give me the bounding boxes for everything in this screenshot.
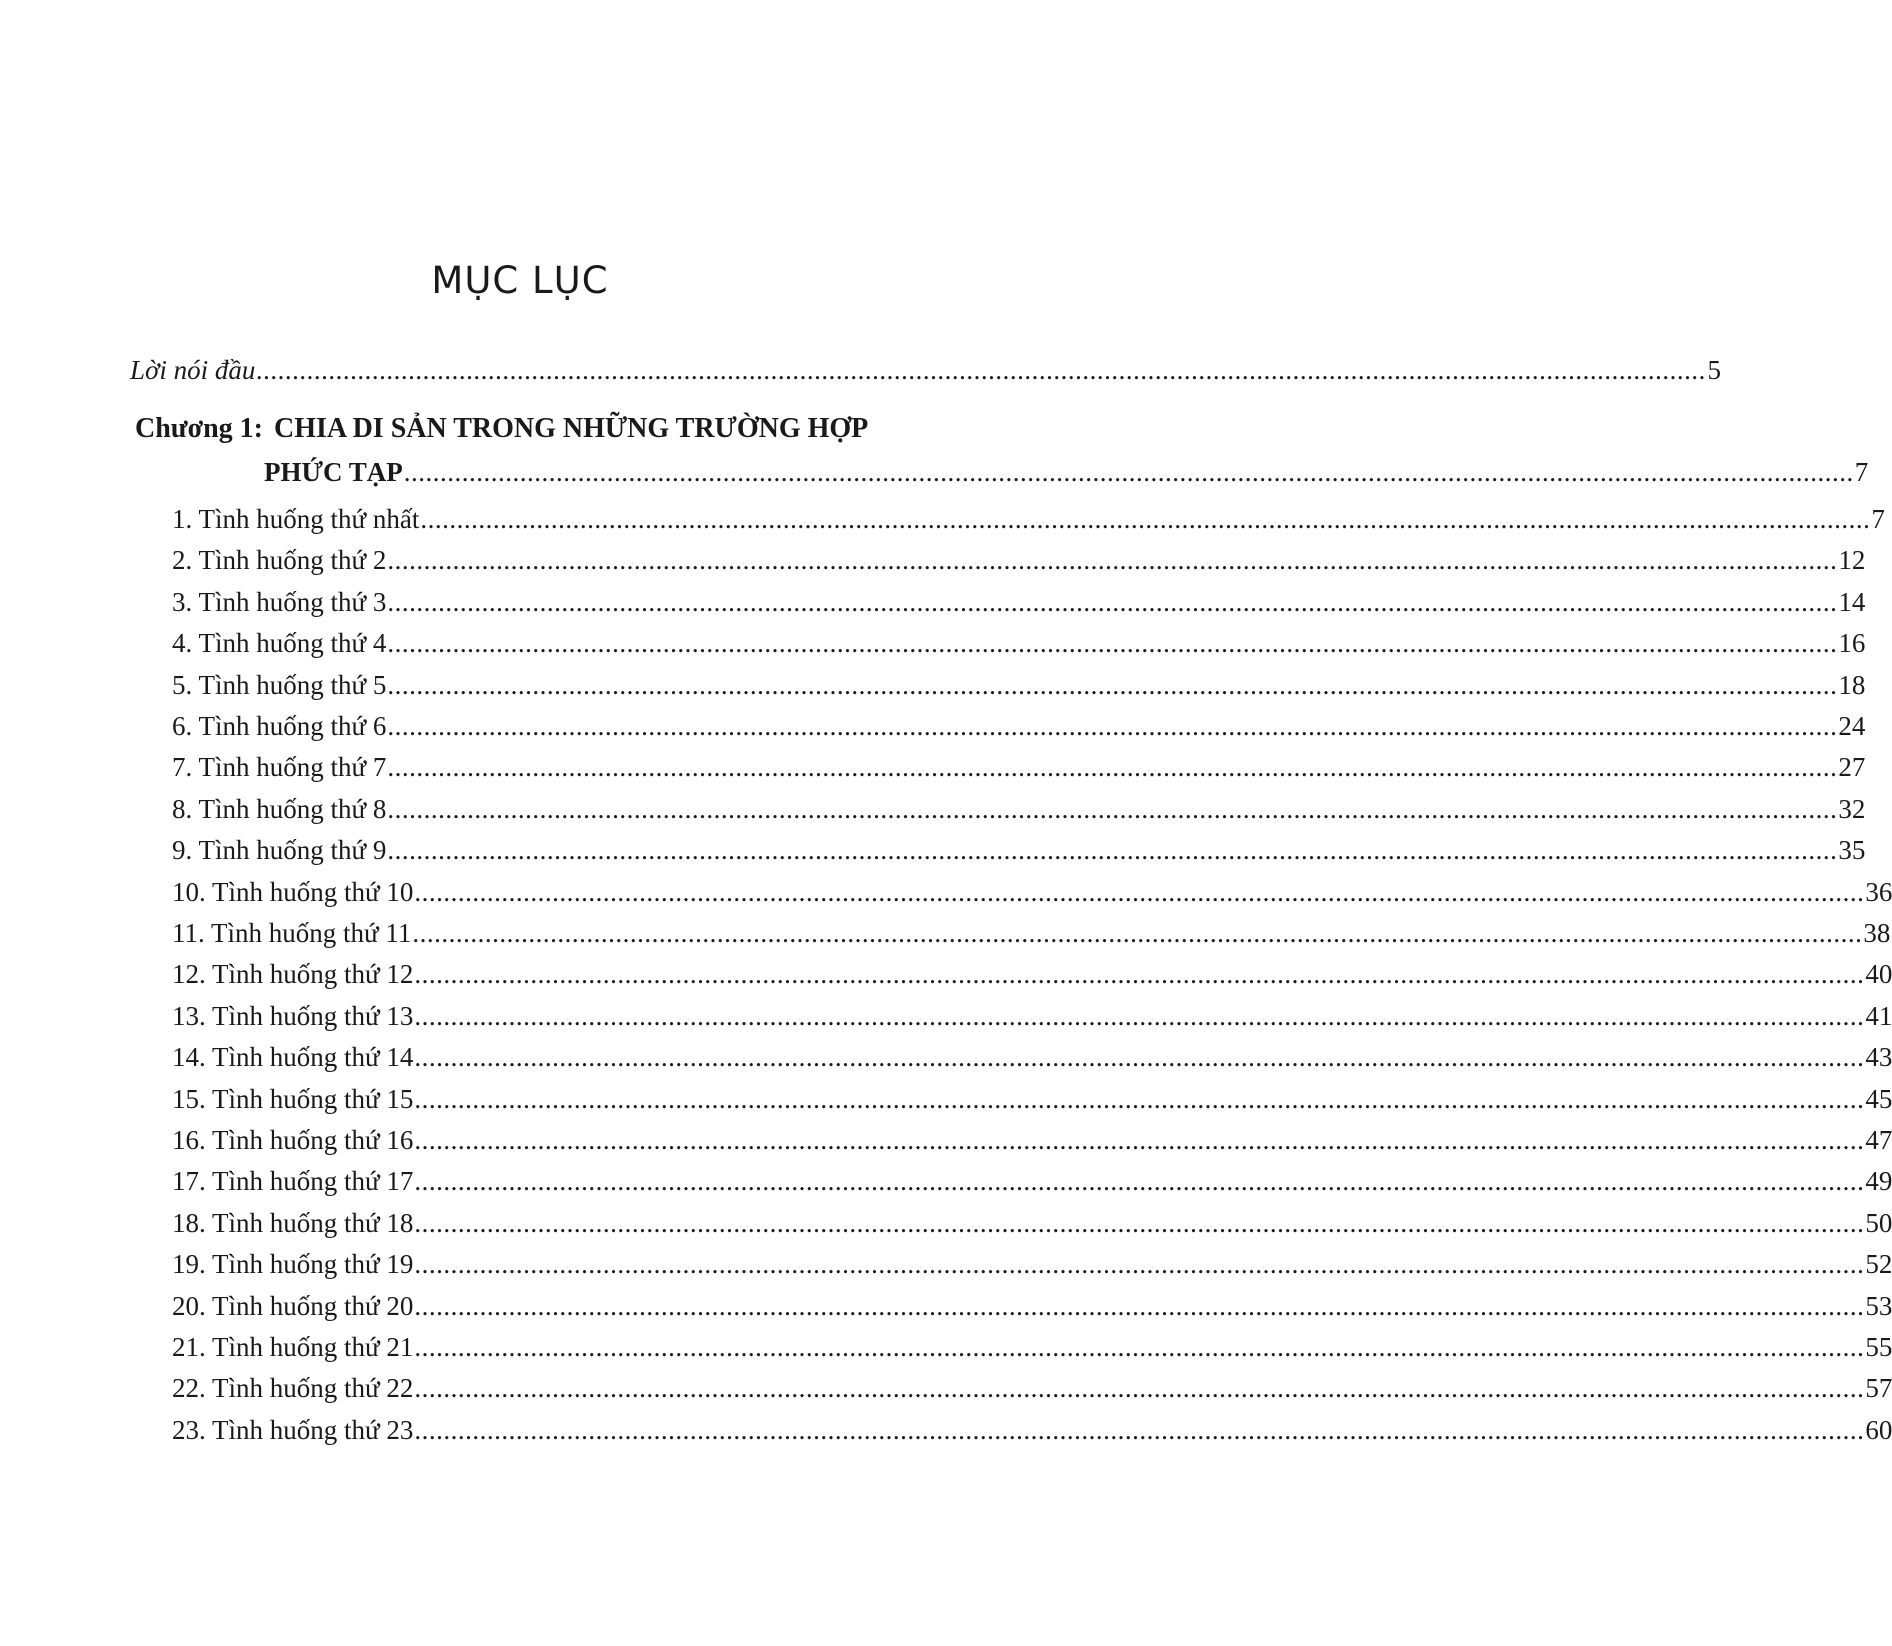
chapter-heading[interactable] bbox=[135, 415, 905, 443]
toc-page-number: 60 bbox=[1865, 1415, 1892, 1445]
toc-entry-label: 19. Tình huống thứ 19 bbox=[172, 1249, 414, 1279]
toc-dots: ........................................................................................................................................................................................................ bbox=[387, 545, 1838, 575]
toc-entry-label: 1. Tình huống thứ nhất bbox=[172, 504, 420, 534]
toc-page-number: 7 bbox=[1871, 504, 1885, 534]
toc-entry[interactable] bbox=[172, 752, 1866, 782]
toc-entry[interactable] bbox=[172, 1332, 1892, 1362]
toc-entry-label: 17. Tình huống thứ 17 bbox=[172, 1166, 414, 1196]
toc-page-number: 38 bbox=[1863, 918, 1891, 948]
toc-page-number: 45 bbox=[1865, 1084, 1892, 1114]
toc-row-preface[interactable] bbox=[130, 355, 1721, 385]
toc-dots: ........................................................................................................................................................................................................ bbox=[387, 752, 1838, 782]
toc-page-number: 14 bbox=[1838, 587, 1866, 617]
toc-dots: ........................................................................................................................................................................................................ bbox=[387, 587, 1838, 617]
toc-entry[interactable] bbox=[172, 504, 1885, 534]
toc-entry[interactable] bbox=[172, 1042, 1892, 1072]
toc-entry-label: 16. Tình huống thứ 16 bbox=[172, 1125, 414, 1155]
toc-entry[interactable] bbox=[172, 877, 1892, 907]
toc-dots: ........................................................................................................................................................................................................ bbox=[387, 628, 1838, 658]
toc-page-number: 53 bbox=[1865, 1291, 1892, 1321]
toc-dots: ........................................................................................................................................................................................................ bbox=[414, 1125, 1865, 1155]
toc-dots: ........................................................................................................................................................................................................ bbox=[414, 1373, 1865, 1403]
toc-entry-label: 7. Tình huống thứ 7 bbox=[172, 752, 387, 782]
toc-page-number: 40 bbox=[1865, 959, 1892, 989]
toc-entry-label: 13. Tình huống thứ 13 bbox=[172, 1001, 414, 1031]
toc-page-number: 35 bbox=[1838, 835, 1866, 865]
toc-dots: ........................................................................................................................................................................................................ bbox=[387, 794, 1838, 824]
toc-entry-label: 23. Tình huống thứ 23 bbox=[172, 1415, 414, 1445]
toc-entry-label: 21. Tình huống thứ 21 bbox=[172, 1332, 414, 1362]
toc-entry[interactable] bbox=[172, 628, 1866, 658]
toc-entry-label: 8. Tình huống thứ 8 bbox=[172, 794, 387, 824]
toc-dots: ........................................................................................................................................................................................................ bbox=[420, 504, 1871, 534]
toc-entry[interactable] bbox=[172, 1249, 1892, 1279]
toc-page-number: 50 bbox=[1865, 1208, 1892, 1238]
toc-dots: ........................................................................................................................................................................................................ bbox=[387, 711, 1838, 741]
toc-entry-label: 2. Tình huống thứ 2 bbox=[172, 545, 387, 575]
toc-entry[interactable] bbox=[172, 545, 1866, 575]
toc-entry-label: 10. Tình huống thứ 10 bbox=[172, 877, 414, 907]
toc-page-number: 16 bbox=[1838, 628, 1866, 658]
toc-entry[interactable] bbox=[172, 1291, 1892, 1321]
toc-page-number: 41 bbox=[1865, 1001, 1892, 1031]
toc-entry[interactable] bbox=[172, 670, 1866, 700]
toc-page-number: 47 bbox=[1865, 1125, 1892, 1155]
chapter-title-line2: PHỨC TẠP bbox=[264, 457, 403, 487]
toc-entry[interactable] bbox=[172, 1166, 1892, 1196]
toc-entry[interactable] bbox=[172, 1125, 1892, 1155]
toc-entry[interactable] bbox=[172, 835, 1866, 865]
toc-dots: ........................................................................................................................................................................................................ bbox=[414, 1249, 1865, 1279]
toc-entry[interactable] bbox=[172, 1084, 1892, 1114]
toc-page-number: 18 bbox=[1838, 670, 1866, 700]
toc-entry[interactable] bbox=[172, 1208, 1892, 1238]
toc-dots: ........................................................................................................................................................................................................ bbox=[414, 1166, 1865, 1196]
toc-entry[interactable] bbox=[172, 959, 1892, 989]
toc-page-number: 24 bbox=[1838, 711, 1866, 741]
toc-dots: ........................................................................................................................................................................................................ bbox=[414, 959, 1865, 989]
toc-dots: ........................................................................................................................................................................................................ bbox=[414, 1332, 1865, 1362]
toc-row-chapter[interactable] bbox=[264, 457, 1869, 487]
toc-dots: ........................................................................................................................................................................................................ bbox=[414, 1042, 1865, 1072]
toc-entry[interactable] bbox=[172, 1415, 1892, 1445]
toc-page-number: 7 bbox=[1854, 457, 1869, 487]
toc-dots: ........................................................................................................................................................................................................ bbox=[412, 918, 1863, 948]
toc-entry-label: 15. Tình huống thứ 15 bbox=[172, 1084, 414, 1114]
toc-page-number: 49 bbox=[1865, 1166, 1892, 1196]
toc-dots: ........................................................................................................................................................................................................ bbox=[387, 835, 1838, 865]
toc-entry[interactable] bbox=[172, 1001, 1892, 1031]
toc-entry-label: 11. Tình huống thứ 11 bbox=[172, 918, 412, 948]
toc-entry-label: 6. Tình huống thứ 6 bbox=[172, 711, 387, 741]
toc-entry-label: 5. Tình huống thứ 5 bbox=[172, 670, 387, 700]
toc-dots: ........................................................................................................................................................................................................ bbox=[414, 1001, 1865, 1031]
toc-page-number: 43 bbox=[1865, 1042, 1892, 1072]
toc-page-number: 52 bbox=[1865, 1249, 1892, 1279]
toc-dots: ........................................................................................................................................................................................................ bbox=[414, 1415, 1865, 1445]
toc-entry-label: 4. Tình huống thứ 4 bbox=[172, 628, 387, 658]
toc-page-number: 12 bbox=[1838, 545, 1866, 575]
toc-page-number: 5 bbox=[1707, 355, 1721, 385]
toc-entry-label: 9. Tình huống thứ 9 bbox=[172, 835, 387, 865]
toc-page-number: 27 bbox=[1838, 752, 1866, 782]
toc-page-number: 32 bbox=[1838, 794, 1866, 824]
toc-entry[interactable] bbox=[172, 794, 1866, 824]
toc-dots: ........................................................................................................................................................................................................ bbox=[387, 670, 1838, 700]
toc-dots: ........................................................................................................................................................................................................ bbox=[403, 457, 1854, 487]
toc-entry-label: 22. Tình huống thứ 22 bbox=[172, 1373, 414, 1403]
toc-dots: ........................................................................................................................................................................................................ bbox=[414, 1084, 1865, 1114]
toc-dots: ........................................................................................................................................................................................................ bbox=[414, 877, 1865, 907]
toc-dots: ........................................................................................................................................................................................................ bbox=[414, 1291, 1865, 1321]
toc-entry[interactable] bbox=[172, 711, 1866, 741]
toc-label: Lời nói đầu bbox=[130, 355, 256, 385]
toc-entry[interactable] bbox=[172, 918, 1891, 948]
toc-page-number: 57 bbox=[1865, 1373, 1892, 1403]
chapter-title-line1: CHIA DI SẢN TRONG NHỮNG TRƯỜNG HỢP bbox=[274, 413, 869, 444]
toc-page-number: 36 bbox=[1865, 877, 1892, 907]
page-title: MỤC LỤC bbox=[431, 259, 609, 302]
toc-dots: ........................................................................................................................................................................................................ bbox=[414, 1208, 1865, 1238]
chapter-number: Chương 1: bbox=[135, 413, 263, 444]
toc-entry-label: 18. Tình huống thứ 18 bbox=[172, 1208, 414, 1238]
toc-entry-label: 20. Tình huống thứ 20 bbox=[172, 1291, 414, 1321]
toc-entry-label: 14. Tình huống thứ 14 bbox=[172, 1042, 414, 1072]
toc-dots: ........................................................................................................................................................................................................ bbox=[256, 355, 1707, 385]
toc-page-number: 55 bbox=[1865, 1332, 1892, 1362]
toc-entry[interactable] bbox=[172, 1373, 1892, 1403]
toc-entry-label: 12. Tình huống thứ 12 bbox=[172, 959, 414, 989]
toc-entry[interactable] bbox=[172, 587, 1866, 617]
toc-entry-label: 3. Tình huống thứ 3 bbox=[172, 587, 387, 617]
